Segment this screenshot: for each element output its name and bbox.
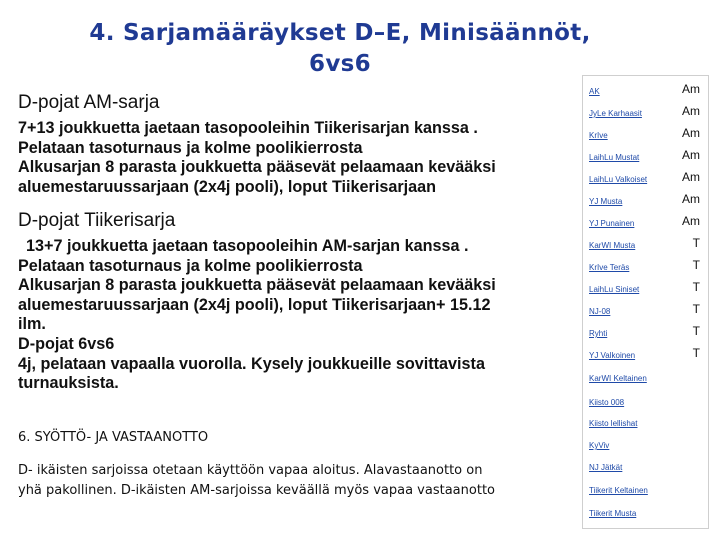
team-link[interactable]: LaihLu Mustat (589, 153, 640, 162)
team-link[interactable]: LaihLu Siniset (589, 285, 640, 294)
team-link[interactable]: KrIve (589, 131, 608, 140)
text-line: Alkusarjan 8 parasta joukkuetta pääsevät pelaamaan kevääksi (18, 158, 496, 177)
text-line: 13+7 joukkuetta jaetaan tasopooleihin AM-sarjan kanssa . (26, 237, 469, 255)
series-flag: T (692, 302, 700, 316)
team-link[interactable]: NJ Jätkät (589, 463, 623, 472)
series-flag: Am (682, 82, 700, 96)
team-link[interactable]: YJ Valkoinen (589, 351, 636, 360)
team-link[interactable]: Ryhti (589, 329, 608, 338)
text-line: Pelataan tasoturnaus ja kolme poolikierrosta (18, 138, 363, 157)
team-link[interactable]: KrIve Teräs (589, 263, 630, 272)
series-flag: Am (682, 104, 700, 118)
series-flag: Am (682, 148, 700, 162)
heading-tiikerisarja: D-pojat Tiikerisarja (18, 210, 176, 231)
series-flag: T (692, 236, 700, 250)
text-line: Alkusarjan 8 parasta joukkuetta pääsevät pelaamaan kevääksi (18, 276, 496, 295)
text-line: Pelataan tasoturnaus ja kolme poolikierrosta (18, 256, 363, 275)
team-link[interactable]: YJ Musta (589, 197, 623, 206)
text-line: ilm. (18, 315, 46, 334)
team-link[interactable]: NJ-08 (589, 307, 611, 316)
team-link[interactable]: KarWI Keltainen (589, 374, 647, 383)
heading-am-sarja: D-pojat AM-sarja (18, 92, 160, 113)
team-link[interactable]: JyLe Karhaasit (589, 109, 642, 118)
text-line: 7+13 joukkuetta jaetaan tasopooleihin Tiikerisarjan kanssa . (18, 119, 478, 137)
title-line-1: 4. Sarjamääräykset D–E, Minisäännöt, (89, 20, 591, 46)
team-link[interactable]: YJ Punainen (589, 219, 635, 228)
series-flag: Am (682, 126, 700, 140)
series-flag: Am (682, 192, 700, 206)
series-flag: Am (682, 214, 700, 228)
text-line: turnauksista. (18, 374, 119, 393)
text-line: D- ikäisten sarjoissa otetaan käyttöön vapaa aloitus. Alavastaanotto on (18, 463, 483, 478)
syotto-text (18, 461, 578, 501)
text-line: aluemestaruussarjaan (2x4j pooli), loput Tiikerisarjaan+ 15.12 (18, 295, 491, 314)
team-link[interactable]: AK (589, 87, 600, 96)
team-link[interactable]: Kiisto lellishat (589, 419, 638, 428)
text-line: yhä pakollinen. D-ikäisten AM-sarjoissa keväällä myös vapaa vastaanotto (18, 483, 495, 498)
series-flag: T (692, 258, 700, 272)
title-line-2: 6vs6 (309, 51, 371, 77)
series-flag: Am (682, 170, 700, 184)
page-title (60, 18, 620, 80)
text-line: 4j, pelataan vapaalla vuorolla. Kysely joukkueille sovittavista (18, 354, 485, 373)
series-flag: T (692, 280, 700, 294)
team-link[interactable]: Tiikerit Musta (589, 509, 637, 518)
heading-syotto: 6. SYÖTTÖ- JA VASTAANOTTO (18, 430, 209, 445)
team-link[interactable]: KarWI Musta (589, 241, 636, 250)
team-link[interactable]: Kiisto 008 (589, 398, 625, 407)
team-link[interactable]: KyViv (589, 441, 610, 450)
text-line: D-pojat 6vs6 (18, 334, 115, 353)
team-link[interactable]: Tiikerit Keltainen (589, 486, 648, 495)
am-sarja-text (18, 119, 578, 197)
text-line: aluemestaruussarjaan (2x4j pooli), loput Tiikerisarjaan (18, 177, 437, 196)
team-link[interactable]: LaihLu Valkoiset (589, 175, 648, 184)
series-flag: T (692, 346, 700, 360)
tiikerisarja-text (18, 237, 578, 394)
team-list-panel (582, 75, 709, 529)
series-flag: T (692, 324, 700, 338)
